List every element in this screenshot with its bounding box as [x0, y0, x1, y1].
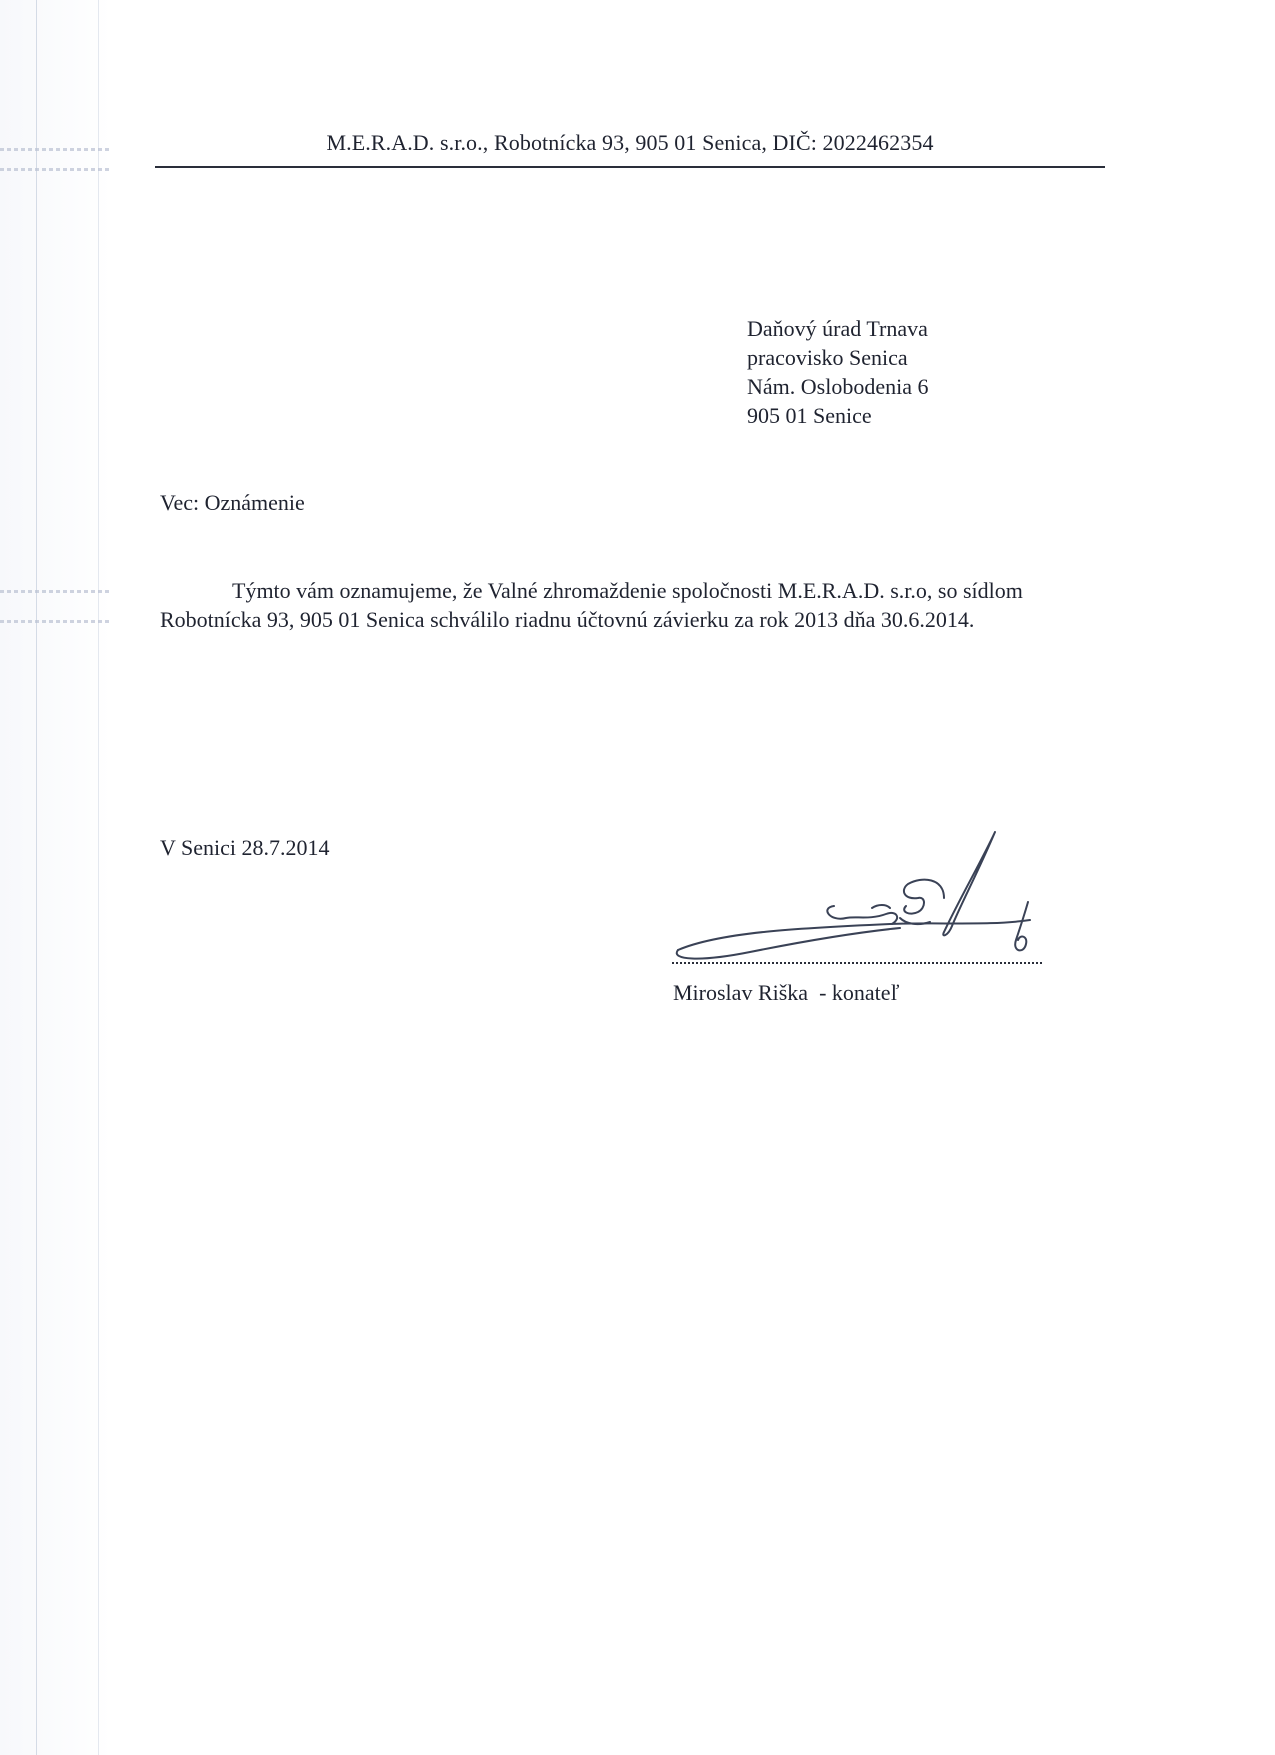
letterhead-address: Robotnícka 93, 905 01 Senica, DIČ: 2022462354	[493, 130, 934, 155]
scan-margin-line	[36, 0, 37, 1755]
signer-block	[673, 980, 899, 1006]
handwritten-signature	[660, 820, 1060, 970]
signer-name: Miroslav Riška	[673, 980, 809, 1005]
letterhead-rule	[155, 166, 1105, 168]
letter-body: Týmto vám oznamujeme, že Valné zhromaždenie spoločnosti M.E.R.A.D. s.r.o, so sídlom Robotnícka 93, 905 01 Senica schválilo riadnu účtovnú závierku za rok 2013 dňa 30.6.2014.	[160, 578, 1023, 632]
scan-margin-line	[98, 0, 99, 1755]
recipient-line: Daňový úrad Trnava	[747, 316, 928, 341]
signature-line	[672, 962, 1042, 964]
recipient-line: pracovisko Senica	[747, 345, 908, 370]
recipient-line: Nám. Oslobodenia 6	[747, 374, 929, 399]
recipient-line: 905 01 Senice	[747, 403, 872, 428]
scan-margin	[0, 0, 112, 1755]
scan-mark	[0, 590, 110, 593]
scan-mark	[0, 168, 110, 171]
recipient-address	[747, 314, 928, 430]
letterhead-company: M.E.R.A.D. s.r.o.,	[326, 130, 489, 155]
place-date: V Senici 28.7.2014	[160, 835, 330, 860]
scan-mark	[0, 620, 110, 623]
subject-line: Vec: Oznámenie	[160, 490, 305, 515]
scan-mark	[0, 148, 110, 151]
signer-role: - konateľ	[819, 980, 900, 1005]
